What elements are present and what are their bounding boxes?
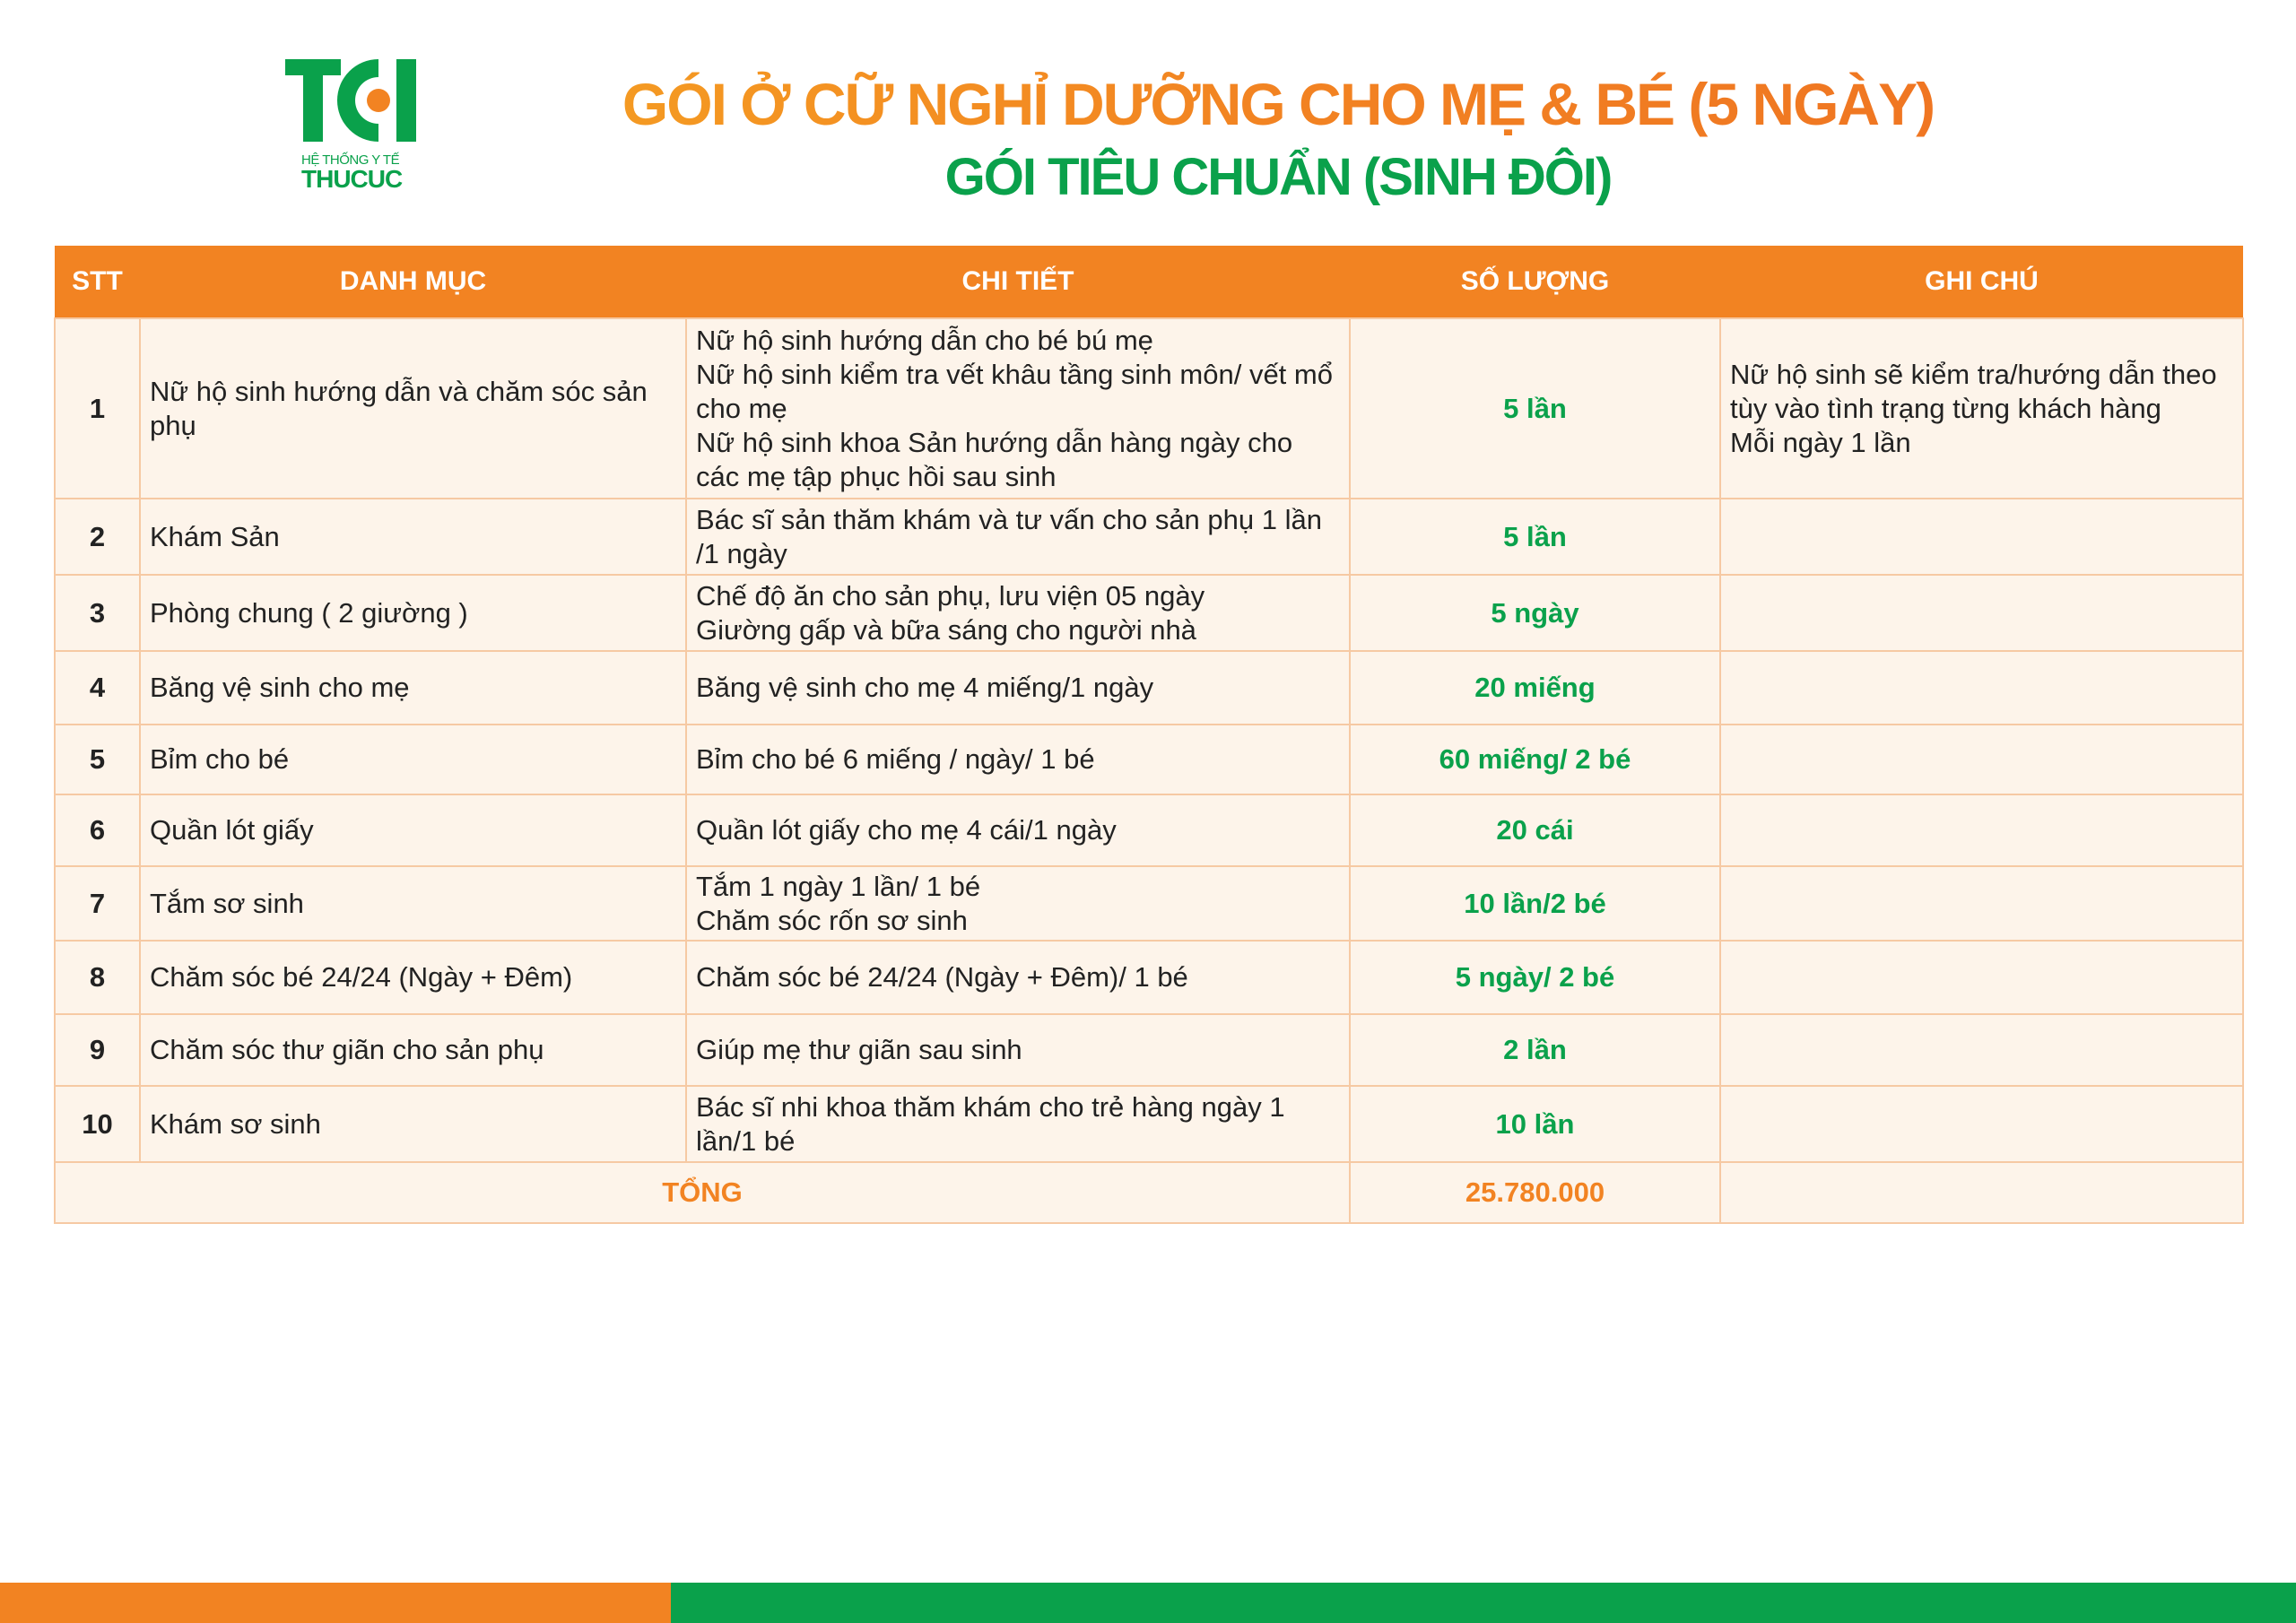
logo-name: THUCUC bbox=[301, 165, 403, 193]
row-details bbox=[686, 575, 1350, 651]
text-line: Chăm sóc bé 24/24 (Ngày + Đêm)/ 1 bé bbox=[696, 961, 1188, 993]
total-note bbox=[1720, 1162, 2243, 1223]
row-number: 4 bbox=[55, 651, 140, 725]
header-note: GHI CHÚ bbox=[1720, 246, 2243, 318]
row-quantity: 5 lần bbox=[1350, 499, 1720, 575]
row-note bbox=[1720, 794, 2243, 866]
row-note bbox=[1720, 499, 2243, 575]
table-row bbox=[55, 866, 2243, 941]
table-row bbox=[55, 575, 2243, 651]
row-details bbox=[686, 866, 1350, 941]
row-note bbox=[1720, 575, 2243, 651]
table-row bbox=[55, 941, 2243, 1014]
total-row bbox=[55, 1162, 2243, 1223]
row-details bbox=[686, 725, 1350, 794]
text-line: Nữ hộ sinh khoa Sản hướng dẫn hàng ngày cho các mẹ tập phục hồi sau sinh bbox=[696, 426, 1293, 492]
table-row bbox=[55, 794, 2243, 866]
text-line: Nữ hộ sinh kiểm tra vết khâu tầng sinh môn/ vết mổ cho mẹ bbox=[696, 358, 1333, 424]
footer-bar-green bbox=[671, 1583, 2296, 1623]
text-line: Bác sĩ nhi khoa thăm khám cho trẻ hàng ngày 1 lần/1 bé bbox=[696, 1090, 1285, 1157]
row-quantity: 10 lần bbox=[1350, 1086, 1720, 1162]
row-quantity: 5 ngày bbox=[1350, 575, 1720, 651]
row-quantity: 10 lần/2 bé bbox=[1350, 866, 1720, 941]
row-note bbox=[1720, 1014, 2243, 1086]
row-quantity: 2 lần bbox=[1350, 1014, 1720, 1086]
text-line: Bác sĩ sản thăm khám và tư vấn cho sản phụ 1 lần /1 ngày bbox=[696, 503, 1322, 569]
text-line: Chế độ ăn cho sản phụ, lưu viện 05 ngày bbox=[696, 579, 1205, 612]
row-quantity: 20 cái bbox=[1350, 794, 1720, 866]
total-label: TỔNG bbox=[55, 1162, 1350, 1223]
row-category: Bỉm cho bé bbox=[140, 725, 686, 794]
row-details bbox=[686, 499, 1350, 575]
row-category: Băng vệ sinh cho mẹ bbox=[140, 651, 686, 725]
row-note bbox=[1720, 318, 2243, 499]
total-value: 25.780.000 bbox=[1350, 1162, 1720, 1223]
row-category: Chăm sóc thư giãn cho sản phụ bbox=[140, 1014, 686, 1086]
row-quantity: 60 miếng/ 2 bé bbox=[1350, 725, 1720, 794]
row-details bbox=[686, 794, 1350, 866]
text-line: Bỉm cho bé 6 miếng / ngày/ 1 bé bbox=[696, 743, 1095, 775]
page-subtitle: GÓI TIÊU CHUẨN (SINH ĐÔI) bbox=[944, 148, 1612, 206]
row-number: 2 bbox=[55, 499, 140, 575]
row-quantity: 20 miếng bbox=[1350, 651, 1720, 725]
table-row bbox=[55, 1086, 2243, 1162]
row-number: 10 bbox=[55, 1086, 140, 1162]
row-quantity: 5 lần bbox=[1350, 318, 1720, 499]
text-line: Nữ hộ sinh sẽ kiểm tra/hướng dẫn theo tùy vào tình trạng từng khách hàng bbox=[1730, 358, 2217, 424]
row-details bbox=[686, 1086, 1350, 1162]
row-note bbox=[1720, 725, 2243, 794]
row-category: Khám Sản bbox=[140, 499, 686, 575]
row-category: Quần lót giấy bbox=[140, 794, 686, 866]
table-row bbox=[55, 725, 2243, 794]
row-number: 3 bbox=[55, 575, 140, 651]
header-stt: STT bbox=[55, 246, 140, 318]
text-line: Giường gấp và bữa sáng cho người nhà bbox=[696, 613, 1196, 646]
table-row bbox=[55, 499, 2243, 575]
row-number: 6 bbox=[55, 794, 140, 866]
text-line: Quần lót giấy cho mẹ 4 cái/1 ngày bbox=[696, 814, 1117, 846]
row-details bbox=[686, 318, 1350, 499]
row-note bbox=[1720, 651, 2243, 725]
text-line: Chăm sóc rốn sơ sinh bbox=[696, 904, 968, 936]
page-title: GÓI Ở CỮ NGHỈ DƯỠNG CHO MẸ & BÉ (5 NGÀY) bbox=[260, 70, 2296, 138]
table-header bbox=[55, 246, 2243, 318]
text-line: Mỗi ngày 1 lần bbox=[1730, 426, 1911, 458]
text-line: Băng vệ sinh cho mẹ 4 miếng/1 ngày bbox=[696, 672, 1154, 703]
table-row bbox=[55, 318, 2243, 499]
row-category: Nữ hộ sinh hướng dẫn và chăm sóc sản phụ bbox=[140, 318, 686, 499]
table-row bbox=[55, 651, 2243, 725]
header-details: CHI TIẾT bbox=[686, 246, 1350, 318]
row-quantity: 5 ngày/ 2 bé bbox=[1350, 941, 1720, 1014]
row-number: 1 bbox=[55, 318, 140, 499]
footer-bar-orange bbox=[0, 1583, 671, 1623]
row-number: 7 bbox=[55, 866, 140, 941]
row-number: 5 bbox=[55, 725, 140, 794]
package-table bbox=[54, 246, 2244, 1224]
header-category: DANH MỤC bbox=[140, 246, 686, 318]
table-row bbox=[55, 1014, 2243, 1086]
row-details bbox=[686, 651, 1350, 725]
logo-subtitle: HỆ THỐNG Y TẾ bbox=[301, 152, 400, 168]
row-category: Khám sơ sinh bbox=[140, 1086, 686, 1162]
row-category: Phòng chung ( 2 giường ) bbox=[140, 575, 686, 651]
row-category: Chăm sóc bé 24/24 (Ngày + Đêm) bbox=[140, 941, 686, 1014]
row-details bbox=[686, 941, 1350, 1014]
row-note bbox=[1720, 1086, 2243, 1162]
row-number: 9 bbox=[55, 1014, 140, 1086]
row-note bbox=[1720, 941, 2243, 1014]
row-number: 8 bbox=[55, 941, 140, 1014]
header-quantity: SỐ LƯỢNG bbox=[1350, 246, 1720, 318]
row-category: Tắm sơ sinh bbox=[140, 866, 686, 941]
row-note bbox=[1720, 866, 2243, 941]
text-line: Giúp mẹ thư giãn sau sinh bbox=[696, 1034, 1022, 1065]
text-line: Nữ hộ sinh hướng dẫn cho bé bú mẹ bbox=[696, 324, 1153, 356]
row-details bbox=[686, 1014, 1350, 1086]
text-line: Tắm 1 ngày 1 lần/ 1 bé bbox=[696, 870, 981, 902]
